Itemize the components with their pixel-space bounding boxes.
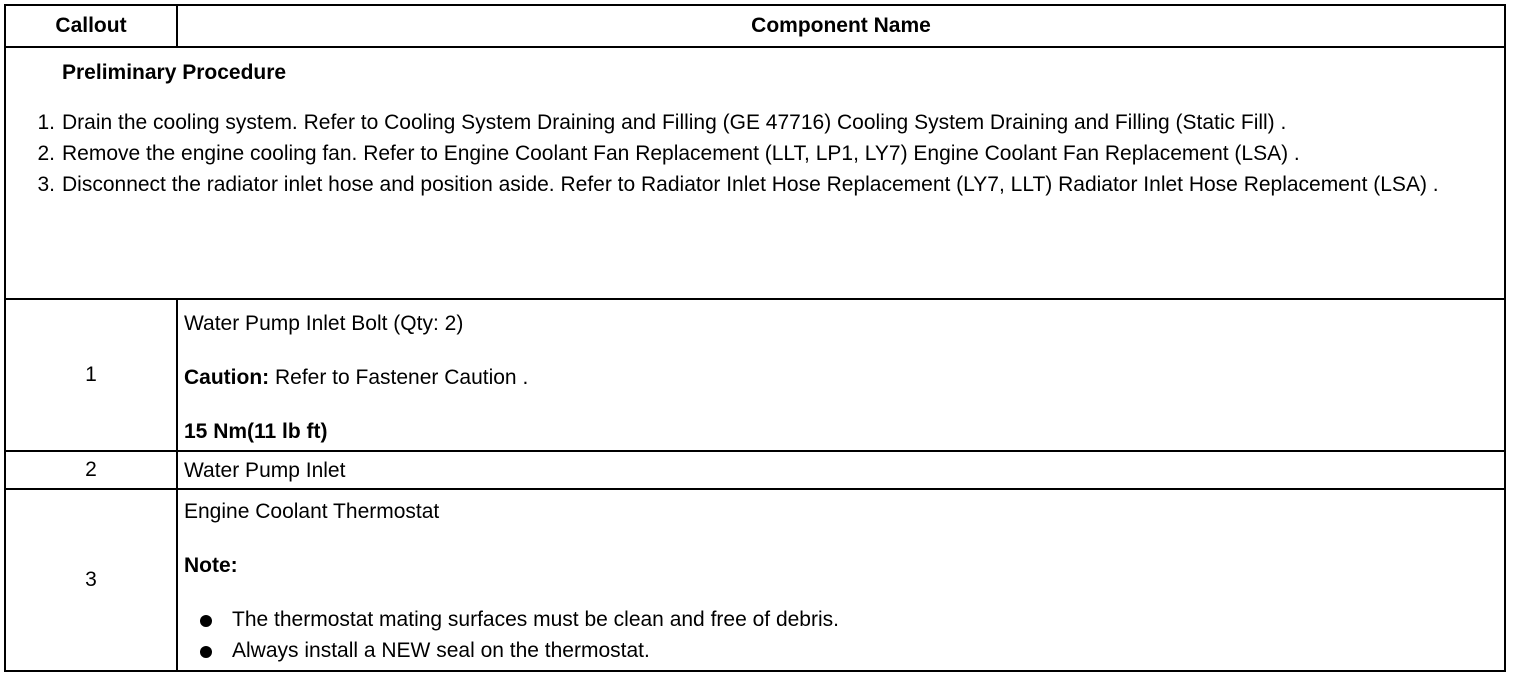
note-label: Note: <box>184 554 238 577</box>
bullet-icon <box>200 615 212 627</box>
preliminary-title: Preliminary Procedure <box>62 61 287 84</box>
component-table <box>4 4 1506 672</box>
header-row <box>5 5 1505 47</box>
note-list <box>184 604 1504 666</box>
step-text: Drain the cooling system. Refer to Cooling System Draining and Filling (GE 47716) Cooling System Draining and Filling (Static Fill) . <box>62 111 1287 134</box>
step-number: 3. <box>37 173 55 196</box>
component-name: Engine Coolant Thermostat <box>184 500 440 523</box>
component-cell <box>177 299 1505 451</box>
step-number: 2. <box>37 142 55 165</box>
caution-label: Caution: <box>184 366 270 389</box>
table-row <box>5 299 1505 451</box>
note-item <box>232 635 1504 666</box>
callout-header: Callout <box>5 5 177 47</box>
table-row <box>5 489 1505 671</box>
component-cell <box>177 451 1505 489</box>
preliminary-cell <box>5 47 1505 299</box>
note-text: Always install a NEW seal on the thermostat. <box>232 639 650 662</box>
preliminary-row <box>5 47 1505 299</box>
preliminary-steps <box>6 107 1504 200</box>
step-item <box>37 169 1476 200</box>
component-name: Water Pump Inlet <box>184 459 346 482</box>
table-row <box>5 451 1505 489</box>
step-text: Remove the engine cooling fan. Refer to Engine Coolant Fan Replacement (LLT, LP1, LY7) Engine Coolant Fan Replacement (LSA) . <box>62 142 1300 165</box>
callout-cell: 2 <box>5 451 177 489</box>
torque-spec: 15 Nm(11 lb ft) <box>184 420 328 443</box>
step-item <box>37 107 1476 138</box>
step-item <box>37 138 1476 169</box>
bullet-icon <box>200 646 212 658</box>
note-item <box>232 604 1504 635</box>
step-text: Disconnect the radiator inlet hose and position aside. Refer to Radiator Inlet Hose Replacement (LY7, LLT) Radiator Inlet Hose Replacement (LSA) . <box>62 173 1439 196</box>
callout-cell: 1 <box>5 299 177 451</box>
step-number: 1. <box>37 111 55 134</box>
caution-line <box>184 365 1504 391</box>
callout-cell: 3 <box>5 489 177 671</box>
caution-text: Refer to Fastener Caution . <box>269 366 529 389</box>
note-text: The thermostat mating surfaces must be clean and free of debris. <box>232 608 839 631</box>
component-name-header: Component Name <box>177 5 1505 47</box>
component-name: Water Pump Inlet Bolt (Qty: 2) <box>184 312 464 335</box>
component-cell <box>177 489 1505 671</box>
